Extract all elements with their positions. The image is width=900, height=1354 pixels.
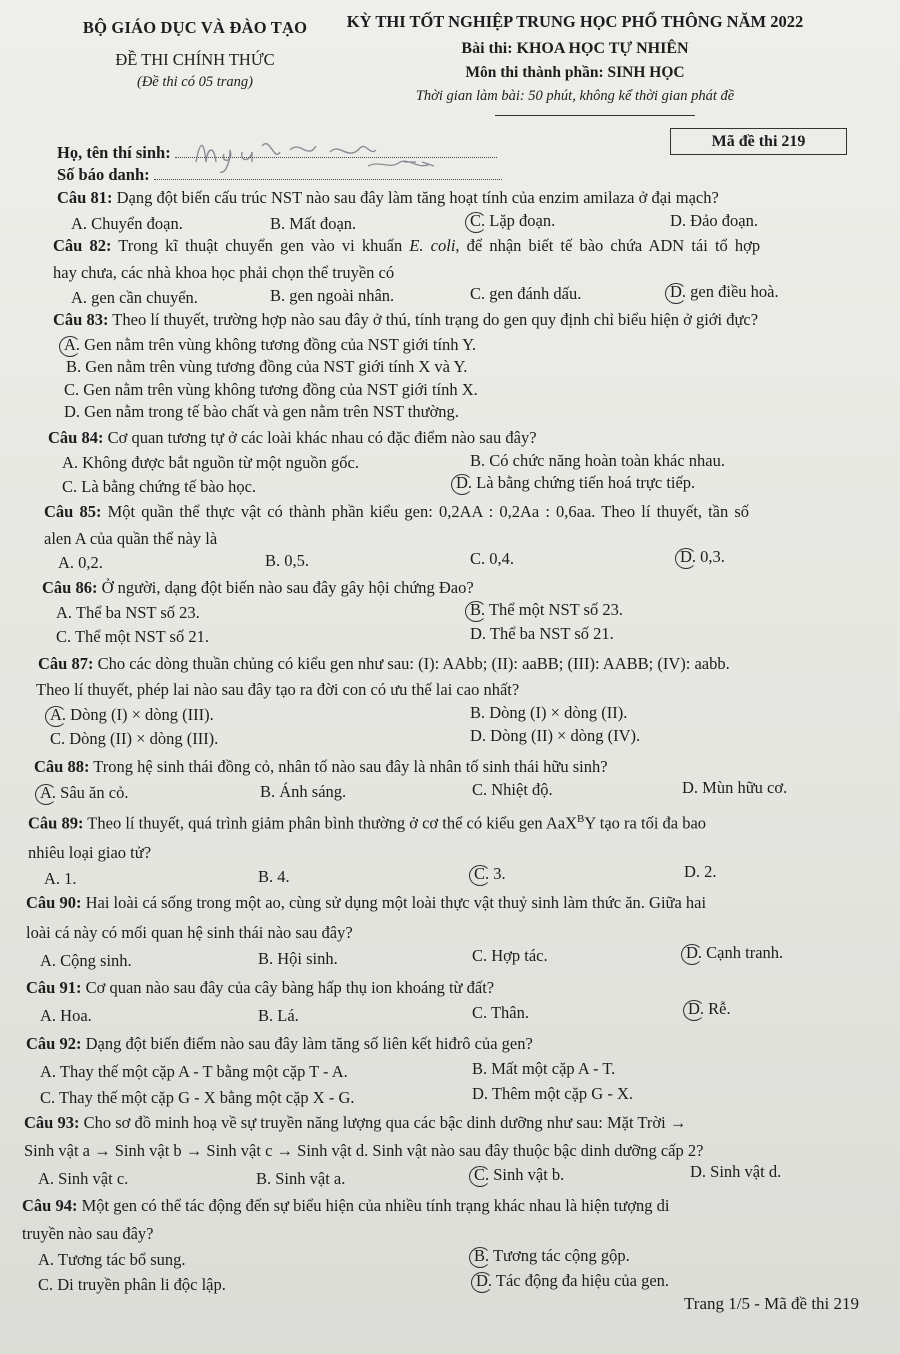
q93-option-a[interactable]: A. Sinh vật c. bbox=[38, 1169, 129, 1188]
question-86: Câu 86: Ở người, dạng đột biến nào sau đây gây hội chứng Đao? bbox=[42, 578, 474, 597]
q84-option-c[interactable]: C. Là bằng chứng tế bào học. bbox=[62, 477, 257, 496]
question-89: Câu 89: Theo lí thuyết, quá trình giảm phân bình thường ở cơ thể có kiểu gen AaX$^B$Y tạo ra tối đa bao bbox=[28, 813, 707, 833]
answer-circle-mark bbox=[469, 1247, 491, 1268]
handwritten-name-scribble bbox=[190, 132, 470, 180]
exam-duration: Thời gian làm bài: 50 phút, không kể thời gian phát đề bbox=[415, 88, 735, 104]
question-82: Câu 82: Trong kĩ thuật chuyển gen vào vi khuẩn E. coli, để nhận biết tế bào chứa ADN tái tổ hợp bbox=[53, 236, 761, 255]
q94-option-b[interactable]: B. Tương tác cộng gộp. bbox=[474, 1246, 630, 1266]
q88-option-d[interactable]: D. Mùn hữu cơ. bbox=[682, 778, 788, 797]
answer-circle-mark bbox=[469, 865, 491, 886]
q92-option-c[interactable]: C. Thay thế một cặp G - X bằng một cặp X - G. bbox=[40, 1088, 355, 1107]
official-label: ĐỀ THI CHÍNH THỨC bbox=[115, 50, 275, 69]
question-90-line2: loài cá này có mối quan hệ sinh thái nào sau đây? bbox=[26, 923, 353, 942]
q87-option-a[interactable]: A. Dòng (I) × dòng (III). bbox=[50, 705, 214, 725]
q81-option-a[interactable]: A. Chuyển đoạn. bbox=[71, 214, 183, 233]
q87-option-c[interactable]: C. Dòng (II) × dòng (III). bbox=[50, 729, 219, 748]
q90-option-d[interactable]: D. Cạnh tranh. bbox=[686, 943, 783, 963]
question-88: Câu 88: Trong hệ sinh thái đồng cỏ, nhân tố nào sau đây là nhân tố sinh thái hữu sinh? bbox=[34, 757, 608, 776]
question-87: Câu 87: Cho các dòng thuần chủng có kiểu gen như sau: (I): AAbb; (II): aaBB; (III): AABB; (IV): aabb. bbox=[38, 654, 730, 673]
q83-option-d[interactable]: D. Gen nằm trong tế bào chất và gen nằm trên NST thường. bbox=[64, 402, 459, 421]
q86-option-b[interactable]: B. Thể một NST số 23. bbox=[470, 600, 623, 620]
q90-option-a[interactable]: A. Cộng sinh. bbox=[40, 951, 132, 970]
q89-option-d[interactable]: D. 2. bbox=[684, 862, 717, 881]
q86-option-d[interactable]: D. Thể ba NST số 21. bbox=[470, 624, 614, 643]
q86-option-a[interactable]: A. Thể ba NST số 23. bbox=[56, 603, 200, 622]
q82-option-b[interactable]: B. gen ngoài nhân. bbox=[270, 286, 395, 305]
candidate-id-label: Số báo danh: bbox=[57, 165, 150, 184]
q94-option-a[interactable]: A. Tương tác bổ sung. bbox=[38, 1250, 186, 1269]
q91-option-c[interactable]: C. Thân. bbox=[472, 1003, 529, 1022]
q82-option-c[interactable]: C. gen đánh dấu. bbox=[470, 284, 582, 303]
answer-circle-mark bbox=[451, 474, 473, 495]
q86-option-c[interactable]: C. Thể một NST số 21. bbox=[56, 627, 209, 646]
question-94-line2: truyền nào sau đây? bbox=[22, 1224, 154, 1243]
q84-option-b[interactable]: B. Có chức năng hoàn toàn khác nhau. bbox=[470, 451, 726, 470]
q85-option-a[interactable]: A. 0,2. bbox=[58, 553, 103, 572]
answer-circle-mark bbox=[681, 944, 703, 965]
exam-code-box: Mã đề thi 219 bbox=[670, 128, 847, 155]
question-93-line2: Sinh vật a → Sinh vật b → Sinh vật c → Sinh vật d. Sinh vật nào sau đây thuộc bậc dinh dưỡng cấp 2? bbox=[24, 1141, 704, 1160]
q94-option-c[interactable]: C. Di truyền phân li độc lập. bbox=[38, 1275, 226, 1294]
q92-option-a[interactable]: A. Thay thế một cặp A - T bằng một cặp T - A. bbox=[40, 1062, 348, 1081]
q88-option-c[interactable]: C. Nhiệt độ. bbox=[472, 780, 553, 799]
question-90: Câu 90: Hai loài cá sống trong một ao, cùng sử dụng một loài thực vật thuỷ sinh làm thức ăn. Giữa hai bbox=[26, 893, 707, 912]
q83-option-a[interactable]: A. Gen nằm trên vùng không tương đồng của NST giới tính Y. bbox=[64, 335, 476, 355]
answer-circle-mark bbox=[471, 1272, 493, 1293]
q93-option-c[interactable]: C. Sinh vật b. bbox=[474, 1165, 564, 1185]
question-83: Câu 83: Theo lí thuyết, trường hợp nào sau đây ở thú, tính trạng do gen quy định chỉ biểu hiện ở giới đực? bbox=[53, 310, 759, 329]
question-87-line2: Theo lí thuyết, phép lai nào sau đây tạo ra đời con có ưu thế lai cao nhất? bbox=[36, 680, 520, 699]
q81-option-c[interactable]: C. Lặp đoạn. bbox=[470, 211, 555, 231]
pages-note: (Đề thi có 05 trang) bbox=[137, 74, 253, 90]
q85-option-c[interactable]: C. 0,4. bbox=[470, 549, 515, 568]
q90-option-b[interactable]: B. Hội sinh. bbox=[258, 949, 338, 968]
q93-option-b[interactable]: B. Sinh vật a. bbox=[256, 1169, 346, 1188]
q88-option-a[interactable]: A. Sâu ăn cỏ. bbox=[40, 783, 128, 803]
q94-option-d[interactable]: D. Tác động đa hiệu của gen. bbox=[476, 1271, 669, 1291]
q87-option-d[interactable]: D. Dòng (II) × dòng (IV). bbox=[470, 726, 641, 745]
q85-option-b[interactable]: B. 0,5. bbox=[265, 551, 310, 570]
q85-option-d[interactable]: D. 0,3. bbox=[680, 547, 725, 567]
header-right bbox=[335, 12, 815, 116]
header-rule bbox=[495, 115, 695, 116]
exam-subject: Bài thi: KHOA HỌC TỰ NHIÊN bbox=[461, 40, 689, 57]
q83-option-c[interactable]: C. Gen nằm trên vùng không tương đồng của NST giới tính X. bbox=[64, 380, 478, 399]
q88-option-b[interactable]: B. Ánh sáng. bbox=[260, 782, 347, 801]
q89-option-b[interactable]: B. 4. bbox=[258, 867, 290, 886]
q92-option-b[interactable]: B. Mất một cặp A - T. bbox=[472, 1059, 616, 1078]
question-81: Câu 81: Dạng đột biến cấu trúc NST nào sau đây làm tăng hoạt tính của enzim amilaza ở đại mạch? bbox=[57, 188, 719, 207]
page-footer: Trang 1/5 - Mã đề thi 219 bbox=[684, 1294, 860, 1313]
question-91: Câu 91: Cơ quan nào sau đây của cây bàng hấp thụ ion khoáng từ đất? bbox=[26, 978, 495, 997]
header-left bbox=[70, 18, 320, 91]
q82-option-d[interactable]: D. gen điều hoà. bbox=[670, 282, 779, 302]
q93-option-d[interactable]: D. Sinh vật d. bbox=[690, 1162, 782, 1181]
q92-option-d[interactable]: D. Thêm một cặp G - X. bbox=[472, 1084, 633, 1103]
q84-option-d[interactable]: D. Là bằng chứng tiến hoá trực tiếp. bbox=[456, 473, 695, 493]
q81-option-d[interactable]: D. Đảo đoạn. bbox=[670, 211, 758, 230]
answer-circle-mark bbox=[683, 1000, 705, 1021]
question-85-line2: alen A của quần thể này là bbox=[44, 529, 218, 548]
q89-option-a[interactable]: A. 1. bbox=[44, 869, 77, 888]
question-85: Câu 85: Một quần thể thực vật có thành phần kiểu gen: 0,2AA : 0,2Aa : 0,6aa. Theo lí thuyết, tần số bbox=[44, 502, 750, 521]
candidate-name-label: Họ, tên thí sinh: bbox=[57, 143, 171, 162]
q87-option-b[interactable]: B. Dòng (I) × dòng (II). bbox=[470, 703, 628, 722]
question-84: Câu 84: Cơ quan tương tự ở các loài khác nhau có đặc điểm nào sau đây? bbox=[48, 428, 537, 447]
answer-circle-mark bbox=[675, 548, 697, 569]
q90-option-c[interactable]: C. Hợp tác. bbox=[472, 946, 548, 965]
answer-circle-mark bbox=[45, 706, 67, 727]
answer-circle-mark bbox=[35, 784, 57, 805]
question-94: Câu 94: Một gen có thể tác động đến sự biểu hiện của nhiều tính trạng khác nhau là hiện tượng di bbox=[22, 1196, 670, 1215]
q91-option-b[interactable]: B. Lá. bbox=[258, 1006, 299, 1025]
exam-component: Môn thi thành phần: SINH HỌC bbox=[465, 64, 685, 81]
q91-option-d[interactable]: D. Rễ. bbox=[688, 999, 731, 1019]
q89-option-c[interactable]: C. 3. bbox=[474, 864, 506, 884]
q84-option-a[interactable]: A. Không được bắt nguồn từ một nguồn gốc. bbox=[62, 453, 359, 472]
answer-circle-mark bbox=[469, 1166, 491, 1187]
answer-circle-mark bbox=[59, 336, 81, 357]
question-82-line2: hay chưa, các nhà khoa học phải chọn thể truyền có bbox=[53, 263, 395, 282]
q81-option-b[interactable]: B. Mất đoạn. bbox=[270, 214, 357, 233]
exam-title: KỲ THI TỐT NGHIỆP TRUNG HỌC PHỔ THÔNG NĂM 2022 bbox=[346, 12, 804, 31]
answer-circle-mark bbox=[465, 212, 487, 233]
ministry-name: BỘ GIÁO DỤC VÀ ĐÀO TẠO bbox=[82, 18, 308, 37]
q82-option-a[interactable]: A. gen cần chuyển. bbox=[71, 288, 198, 307]
answer-circle-mark bbox=[465, 601, 487, 622]
q91-option-a[interactable]: A. Hoa. bbox=[40, 1006, 92, 1025]
question-93: Câu 93: Cho sơ đồ minh hoạ về sự truyền năng lượng qua các bậc dinh dưỡng như sau: Mặt Trời → bbox=[24, 1113, 687, 1132]
question-89-line2: nhiêu loại giao tử? bbox=[28, 843, 152, 862]
answer-circle-mark bbox=[665, 283, 687, 304]
q83-option-b[interactable]: B. Gen nằm trên vùng tương đồng của NST giới tính X và Y. bbox=[66, 357, 468, 376]
question-92: Câu 92: Dạng đột biến điểm nào sau đây làm tăng số liên kết hiđrô của gen? bbox=[26, 1034, 533, 1053]
